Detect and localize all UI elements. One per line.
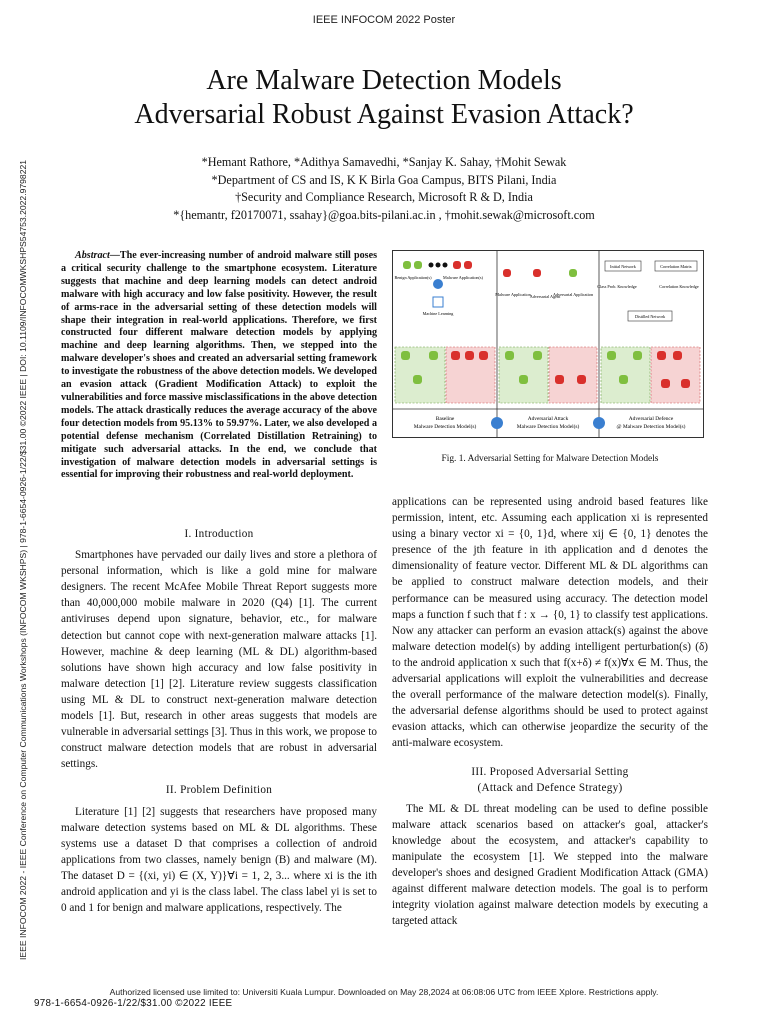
setting-heading-1: III. Proposed Adversarial Setting [471, 765, 629, 778]
figure-caption: Fig. 1. Adversarial Setting for Malware Detection Models [441, 454, 659, 464]
license-footer: Authorized licensed use limited to: Universiti Kuala Lumpur. Downloaded on May 28,2024 at 06:08:06 UTC from IEEE Xplore. Restrictions apply. [109, 987, 659, 997]
label-initial-net: Initial Network [610, 264, 636, 269]
abstract-label: Abstract [75, 250, 110, 261]
label-malware-app: Malware Application [495, 292, 531, 297]
adversarial-app-icon [569, 269, 577, 277]
ml-network-icon [433, 297, 443, 307]
label-attack-2: Malware Detection Model(s) [516, 424, 580, 430]
affiliation-1: *Department of CS and IS, K K Birla Goa Campus, BITS Pilani, India [211, 172, 557, 187]
malware-icon [453, 261, 472, 269]
label-ml: Machine Learning [422, 311, 454, 316]
right-paragraph: applications can be represented using android based features like permission, intent, etc. Assuming each application xi is represented using a binary vector xi = {0, 1}d, where xij ∈ {0, 1} denotes the presence of the jth feature in ith application and d denotes the dimensionality of feature vector. Different ML & DL algorithms can be applied to construct malware detection models, and their performance can be measured using accuracy. The detection model maps a function f such that f : x → {0, 1} to classify test applications. Now any attacker can perform an evasion attack(s) against the above malware detection model(s) by adding intelligent perturbation(s) (δ) to the android application x such that f(x+δ) ≠ f(x)∀x ∈ M. Thus, the adversarial applications will exploit the vulnerabilities and decrease the overall performance of the malware detection model(s). Finally, the adversarial defense algorithms should be used to protect against evasion attacks, which can otherwise jeopardize the security of the anti-malware ecosystem. [392, 496, 708, 750]
intro-heading: I. Introduction [184, 528, 254, 540]
problem-paragraph: Literature [1] [2] suggests that researchers have proposed many malware detection systems based on ML & DL algorithms. These systems use a dataset D that comprises a collection of android applications from two classes, namely benign (B) and malware (M). The dataset D = {(xi, yi) ∈ (X, Y)}∀i = 1, 2, 3... where xi is the ith android application and yi is the class label. The class label yi is set to 0 and 1 for benign and malware applications, respectively. The [61, 805, 377, 915]
author-emails: *{hemantr, f20170071, ssahay}@goa.bits-pilani.ac.in , †mohit.sewak@microsoft.com [173, 207, 595, 222]
adversarial-agent-icon [533, 269, 541, 277]
label-class-prob: Class Prob. Knowledge [597, 284, 637, 289]
arrow-icon-2 [593, 417, 605, 429]
benign-icon [403, 261, 422, 269]
ml-arrow-icon [433, 279, 443, 289]
label-adv-app: Adversarial Application [552, 292, 594, 297]
affiliation-2: †Security and Compliance Research, Microsoft R & D, India [235, 190, 533, 204]
title-line-1: Are Malware Detection Models [206, 65, 562, 96]
abstract-text: —The ever-increasing number of android malware still poses a critical security challenge to the smartphone ecosystem. Literature suggests that machine and deep learning models can detect android malware with high accuracy and low false positivity. However, the result of arms-race in the adversarial setting of these detection models will shape their integration in real-world applications. Therefore, we first constructed four different malware detection models by applying machine and deep learning algorithms. Then, we stepped into the malware developer's shoes and created an adversarial setting framework to investigate the robustness of the above detection models. We developed an evasion attack (Gradient Modification Attack) to exploit the vulnerabilities and force massive misclassifications in the above detection models. The attack drastically reduces the average accuracy of the above four detection models from 95.13% to 59.97%. Later, we also developed a potential defense mechanism (Correlated Distillation Retraining) to mitigate such adversarial attacks. In the end, we conclude that investigation of malware detection models in adversarial settings is essential for improving their robustness and real-world deployment. [61, 250, 377, 481]
left-body [61, 516, 377, 916]
malware-app-icon [503, 269, 511, 277]
figure-diagram [393, 251, 703, 437]
arrow-icon-1 [491, 417, 503, 429]
abstract [61, 250, 377, 482]
dots-icon [429, 263, 448, 268]
doi-sidebar: IEEE INFOCOM 2022 - IEEE Conference on Computer Communications Workshops (INFOCOM WKSHPS) | 978-1-6654-0926-1/22/$31.00 ©2022 IEEE | DOI: 10.1109/INFOCOMWKSHPS54753.2022.9798221 [18, 159, 28, 960]
paper-title [0, 64, 768, 132]
author-block [0, 154, 768, 224]
setting-heading-2: (Attack and Defence Strategy) [477, 781, 623, 794]
label-corr-matrix: Correlation Matrix [660, 264, 692, 269]
figure-1 [392, 250, 704, 438]
label-malware: Malware Application(s) [443, 275, 483, 280]
right-body [392, 494, 708, 929]
label-baseline-2: Malware Detection Model(s) [413, 424, 477, 430]
title-line-2: Adversarial Robust Against Evasion Attack? [134, 99, 634, 130]
label-adv-agent: Adversarial Agent [529, 294, 561, 299]
label-defence-1: Adversarial Defence [628, 416, 674, 422]
author-names: *Hemant Rathore, *Adithya Samavedhi, *Sanjay K. Sahay, †Mohit Sewak [201, 155, 567, 169]
label-baseline-1: Baseline [435, 416, 455, 422]
label-distilled: Distilled Network [634, 314, 666, 319]
label-corr-know: Correlation Knowledge [659, 284, 699, 289]
label-defence-2: @ Malware Detection Model(s) [616, 424, 686, 430]
label-attack-1: Adversarial Attack [527, 416, 569, 422]
malware-panel-2 [549, 347, 597, 403]
isbn-footer: 978-1-6654-0926-1/22/$31.00 ©2022 IEEE [34, 998, 233, 1009]
problem-heading: II. Problem Definition [165, 784, 273, 797]
intro-paragraph: Smartphones have pervaded our daily lives and store a plethora of personal information, which is like a gold mine for malware designers. The recent McAfee Mobile Threat Report suggests more than 40,000,000 mobile malware in 2020 (Q4) [1]. The current antiviruses depend upon signature, behavior, etc., for malware detection but cannot cope with next-generation malware attacks [1]. However, machine & deep learning (ML & DL) algorithm-based solutions have shown high accuracy and low false positivity in malware detection [1] [2]. Literature review suggests classification using ML & DL to construct next-generation malware detection models [1]. But, research in other areas suggests that models are vulnerable in adversarial settings [3]. Thus in this work, we propose to construct malware detection models that are robust in adversarial settings. [61, 549, 377, 771]
setting-paragraph: The ML & DL threat modeling can be used to define possible malware attack scenarios based on attacker's goal, attacker's knowledge about the ecosystem, and attacker's capability to manipulate the ecosystem [1]. We stepped into the malware developer's shoes and designed Gradient Modification Attack (GMA) against different malware detection models. The goal is to perform integrity violation against malware detection models by executing a targeted attack [392, 802, 708, 928]
conference-header: IEEE INFOCOM 2022 Poster [312, 14, 456, 26]
label-benign: Benign Application(s) [394, 275, 432, 280]
